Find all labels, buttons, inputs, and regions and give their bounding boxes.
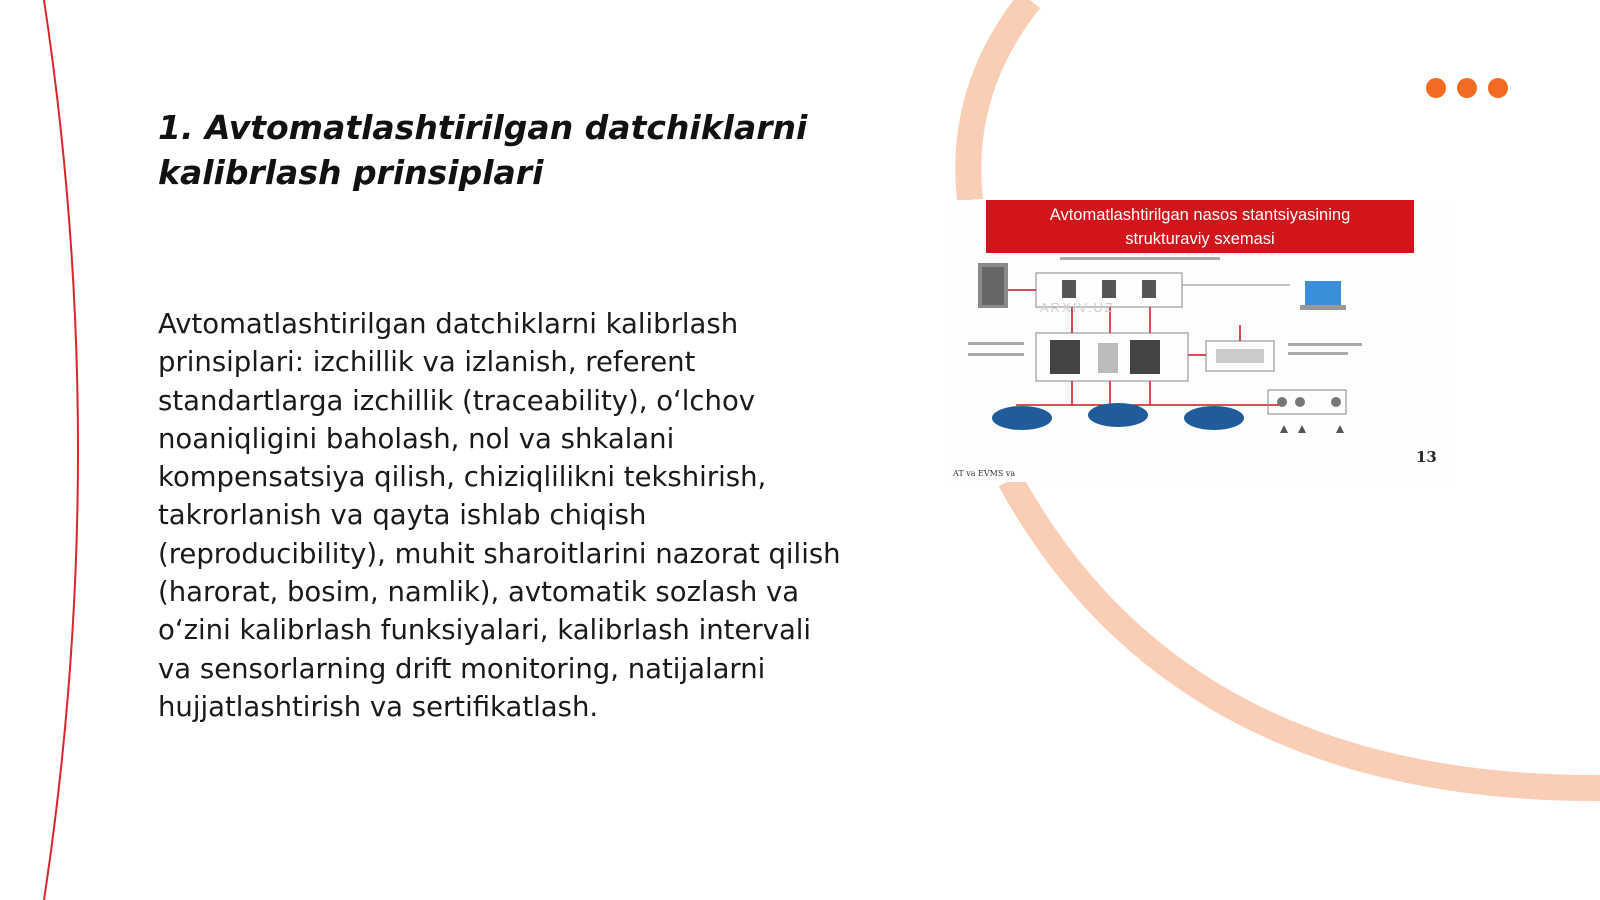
diagram-image (950, 200, 1450, 482)
dots-menu-icon (1426, 78, 1508, 98)
slide-title: 1. Avtomatlashtirilgan datchiklarni kalibrlash prinsiplari (158, 108, 808, 192)
dot (1426, 78, 1446, 98)
diagram-banner-line1: Avtomatlashtirilgan nasos stantsiyasining (1049, 205, 1351, 224)
diagram-page-number: 13 (1416, 448, 1437, 466)
dot (1488, 78, 1508, 98)
pump-station-schematic (950, 255, 1450, 470)
diagram-banner-line2: strukturaviy sxemasi (1125, 229, 1275, 248)
dot (1457, 78, 1477, 98)
diagram-watermark: ARXIV.UZ (1040, 300, 1115, 315)
slide-body-text: Avtomatlashtirilgan datchiklarni kalibrlash prinsiplari: izchillik va izlanish, referent standartlarga izchillik (traceability), o‘lchov noaniqligini baholash, nol va shkalani kompensatsiya qilish, chiziqlilikni tekshirish, takrorlanish va qayta ishlab chiqish (reproducibility), muhit sharoitlarini nazorat qilish (harorat, bosim, namlik), avtomatik sozlash va o‘zini kalibrlash funksiyalari, kalibrlash intervali va sensorlarning drift monitoring, natijalarni hujjatlashtirish va sertifikatlash. (158, 308, 841, 723)
diagram-footer-text: AT va EVMS va (953, 469, 1016, 478)
diagram-banner (986, 200, 1414, 253)
